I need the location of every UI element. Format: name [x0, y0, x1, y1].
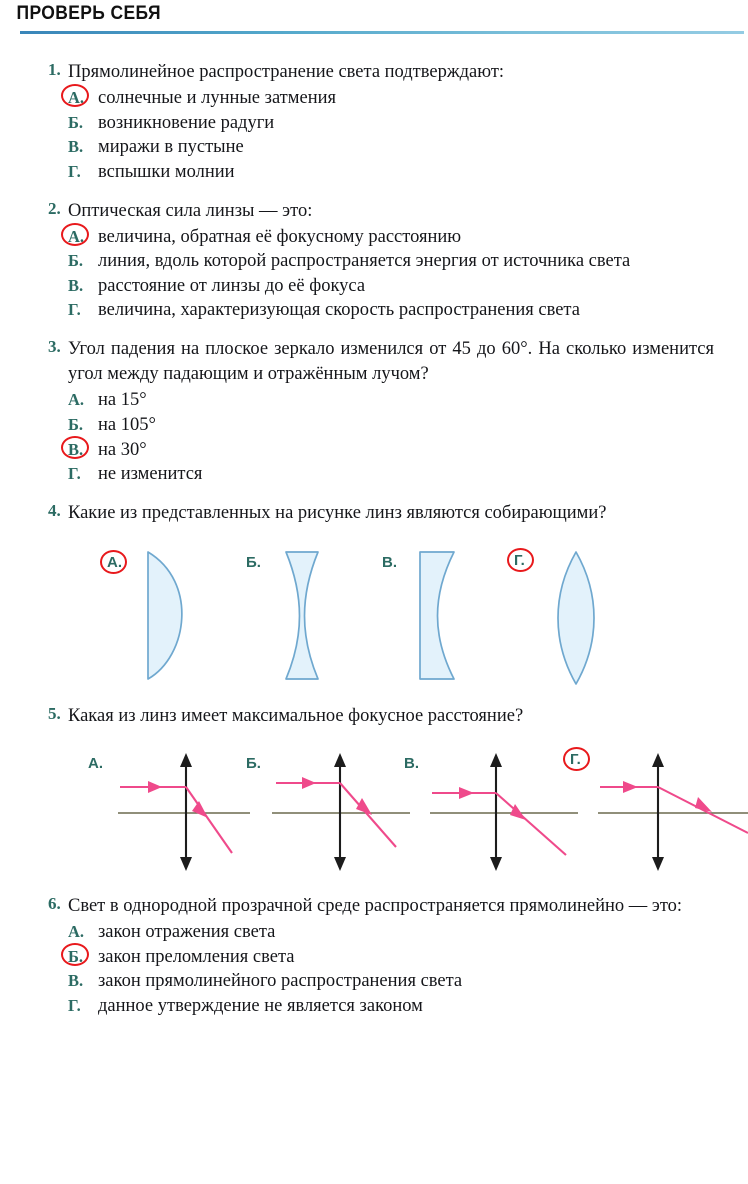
lens-option-b[interactable]: [246, 548, 348, 683]
ray-diagram-c: [426, 745, 586, 875]
lens-option-d[interactable]: [514, 548, 622, 688]
lens-option-c[interactable]: [382, 548, 484, 683]
option-text: не изменится: [98, 464, 203, 485]
option-text: величина, характеризующая скорость распространения света: [98, 300, 580, 321]
option-text: закон отражения света: [98, 922, 276, 943]
option-text: солнечные и лунные затмения: [98, 88, 336, 109]
option-letter-a[interactable]: А.: [68, 225, 84, 249]
option-letter-v[interactable]: В.: [68, 275, 84, 295]
option-item[interactable]: [68, 135, 714, 160]
option-text: закон преломления света: [98, 946, 295, 967]
ray-label-b[interactable]: Б.: [246, 755, 261, 773]
option-list: [68, 225, 714, 323]
option-list: [68, 388, 714, 486]
option-text: на 30°: [98, 439, 147, 460]
ray-option-c[interactable]: [404, 745, 586, 875]
question-stem: Какая из линз имеет максимальное фокусное расстояние?: [68, 705, 524, 726]
option-item[interactable]: [68, 160, 714, 185]
option-text: вспышки молнии: [98, 161, 235, 182]
option-list: [68, 86, 714, 184]
option-text: миражи в пустыне: [98, 137, 244, 158]
option-item[interactable]: [68, 274, 714, 299]
option-item[interactable]: [68, 249, 714, 274]
option-item[interactable]: [68, 994, 714, 1019]
question-number: 4.: [48, 500, 61, 520]
ray-label-a[interactable]: А.: [88, 755, 103, 773]
biconcave-lens-icon: [278, 548, 348, 683]
option-letter-a[interactable]: А.: [68, 86, 84, 110]
question-number: 6.: [48, 894, 61, 914]
question-4: [0, 501, 748, 686]
option-item[interactable]: [68, 388, 714, 413]
option-item[interactable]: [68, 225, 714, 250]
ray-diagram-a: [110, 745, 260, 875]
page-title: ПРОВЕРЬ СЕБЯ: [16, 3, 161, 24]
ray-option-a[interactable]: [88, 745, 260, 875]
biconvex-lens-icon: [552, 548, 622, 688]
question-stem: Какие из представленных на рисунке линз являются собирающими?: [68, 502, 607, 523]
ray-label-d[interactable]: Г.: [570, 751, 581, 769]
ray-diagram-b: [268, 745, 418, 875]
option-letter-g[interactable]: Г.: [68, 996, 81, 1015]
header-divider: [20, 31, 744, 34]
plano-concave-lens-icon: [414, 548, 484, 683]
lens-label-b[interactable]: Б.: [246, 553, 261, 571]
option-letter-v[interactable]: В.: [68, 137, 84, 157]
lens-label-c[interactable]: В.: [382, 553, 397, 571]
ray-figure-row: [68, 745, 714, 880]
question-stem: Прямолинейное распространение света подтверждают:: [68, 62, 505, 82]
option-text: закон прямолинейного распространения света: [98, 971, 463, 992]
question-3: [0, 337, 748, 487]
option-text: на 105°: [98, 414, 156, 435]
lens-figure-row: [68, 536, 714, 686]
ray-diagram-d: [596, 745, 748, 875]
option-item[interactable]: [68, 86, 714, 111]
question-1: [0, 60, 748, 185]
page-header: [0, 0, 748, 34]
question-5: [0, 704, 748, 880]
option-item[interactable]: [68, 111, 714, 136]
option-letter-a[interactable]: А.: [68, 390, 85, 410]
option-item[interactable]: [68, 945, 714, 970]
question-stem: Угол падения на плоское зеркало изменился от 45 до 60°. На сколько изменится угол между падающим и отражённым лучом?: [68, 339, 714, 385]
question-2: [0, 199, 748, 324]
option-item[interactable]: [68, 438, 714, 463]
question-number: 5.: [48, 703, 61, 723]
option-item[interactable]: [68, 969, 714, 994]
option-text: на 15°: [98, 390, 147, 411]
question-number: 2.: [48, 198, 61, 218]
ray-option-b[interactable]: [246, 745, 418, 875]
ray-option-d[interactable]: [570, 745, 748, 875]
option-item[interactable]: [68, 298, 714, 323]
plano-convex-lens-icon: [136, 548, 206, 683]
quiz-container: [0, 60, 748, 1033]
option-letter-b[interactable]: Б.: [68, 945, 83, 969]
option-letter-g[interactable]: Г.: [68, 161, 81, 181]
option-letter-g[interactable]: Г.: [68, 300, 81, 320]
option-list: [68, 920, 714, 1018]
option-text: данное утверждение не является законом: [98, 996, 423, 1016]
option-letter-b[interactable]: Б.: [68, 112, 84, 132]
option-letter-v[interactable]: В.: [68, 438, 83, 462]
question-stem: Свет в однородной прозрачной среде распространяется прямолинейно — это:: [68, 896, 683, 917]
question-6: [0, 894, 748, 1019]
ray-label-c[interactable]: В.: [404, 755, 419, 773]
option-text: линия, вдоль которой распространяется энергия от источника света: [98, 251, 631, 272]
question-number: 1.: [48, 60, 61, 79]
option-item[interactable]: [68, 462, 714, 487]
lens-label-d[interactable]: Г.: [514, 551, 525, 569]
lens-label-a[interactable]: А.: [107, 553, 122, 571]
option-letter-a[interactable]: А.: [68, 922, 85, 942]
option-text: возникновение радуги: [98, 112, 275, 133]
option-text: расстояние от линзы до её фокуса: [98, 275, 366, 296]
option-text: величина, обратная её фокусному расстоянию: [98, 226, 462, 247]
option-item[interactable]: [68, 920, 714, 945]
question-number: 3.: [48, 337, 61, 357]
option-letter-g[interactable]: Г.: [68, 464, 81, 484]
option-letter-v[interactable]: В.: [68, 971, 84, 991]
option-letter-b[interactable]: Б.: [68, 251, 84, 271]
lens-option-a[interactable]: [108, 548, 206, 683]
option-item[interactable]: [68, 413, 714, 438]
option-letter-b[interactable]: Б.: [68, 414, 84, 434]
question-stem: Оптическая сила линзы — это:: [68, 200, 313, 221]
